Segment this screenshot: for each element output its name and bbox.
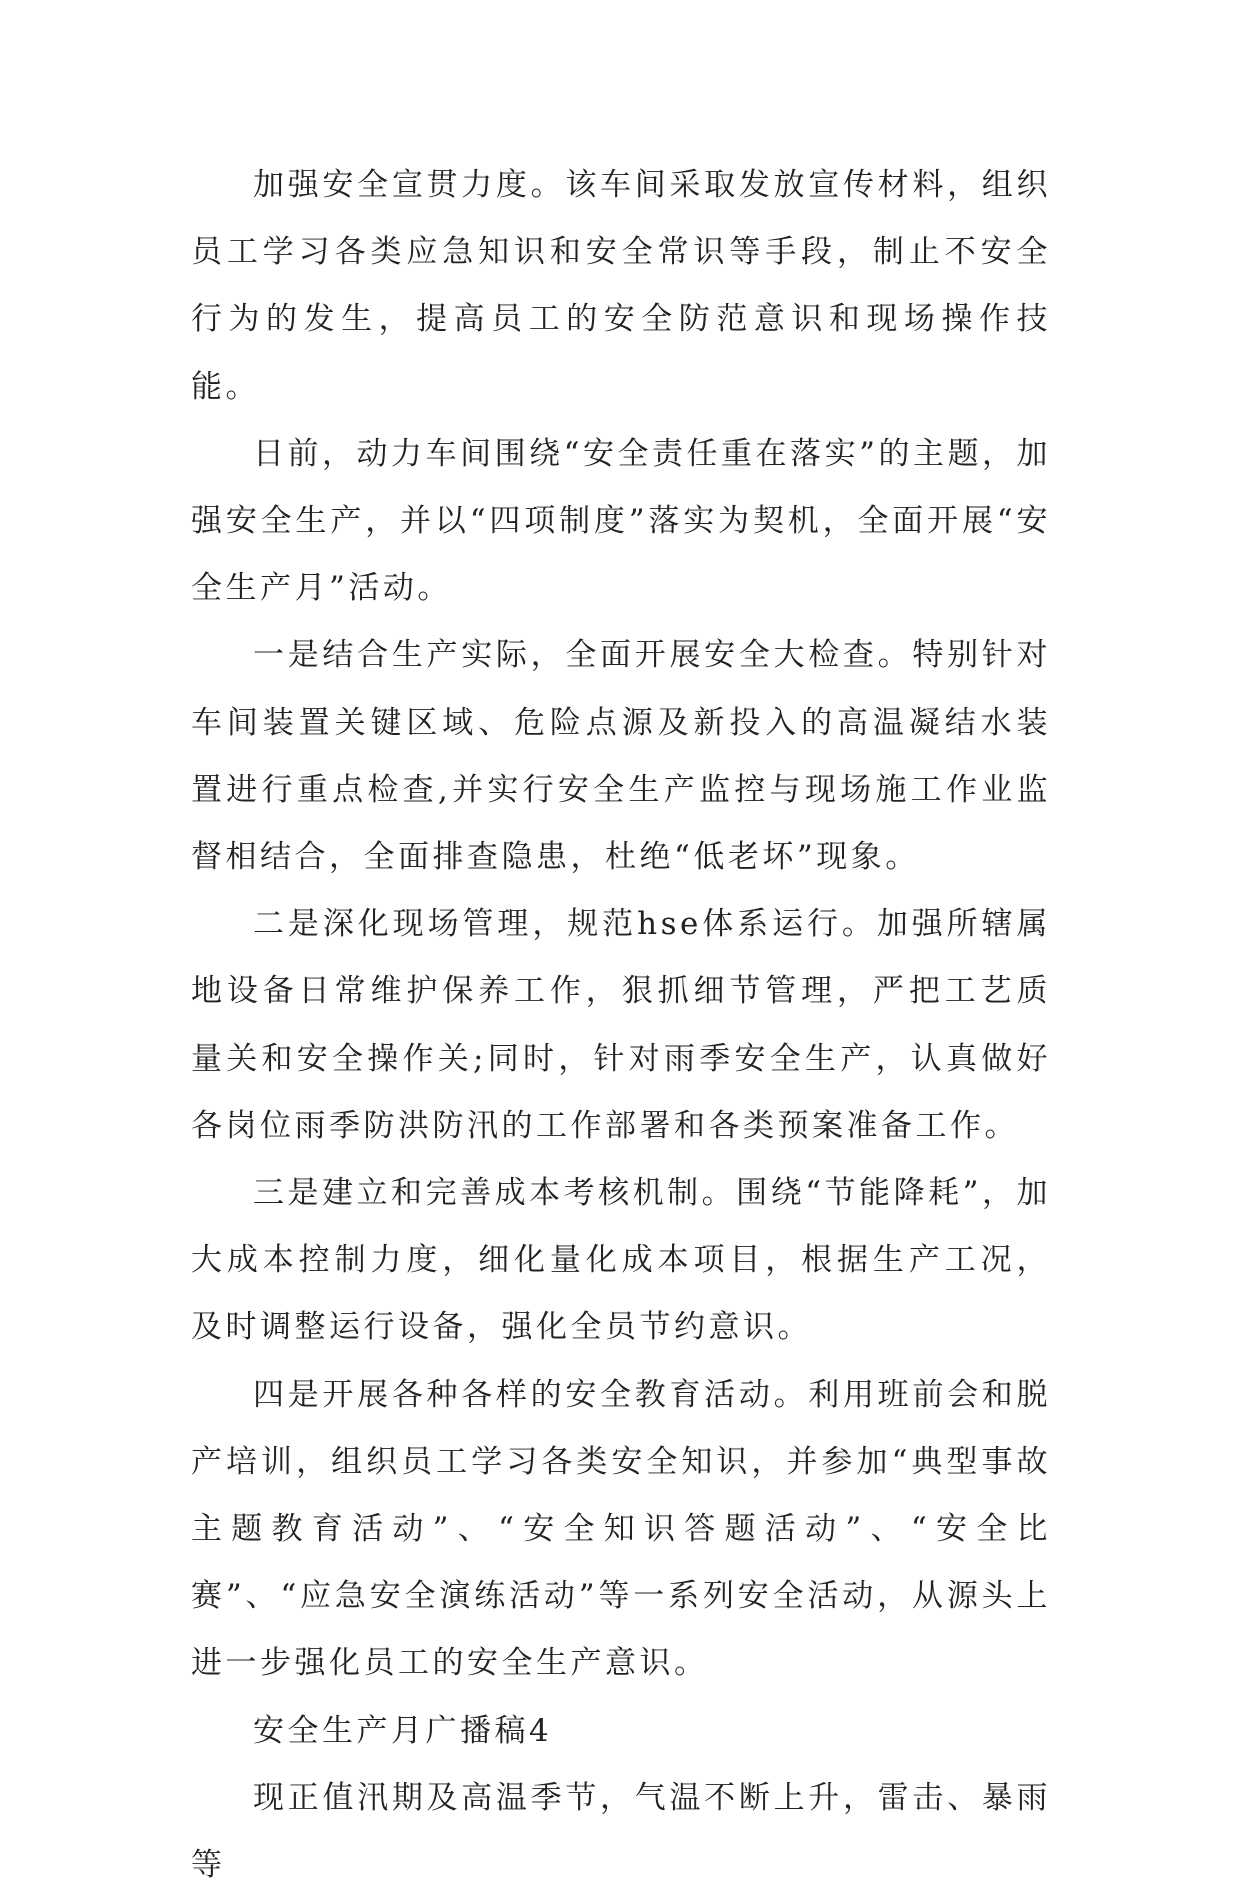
paragraph-3: 一是结合生产实际，全面开展安全大检查。特别针对车间装置关键区域、危险点源及新投入的高温凝结水装置进行重点检查,并实行安全生产监控与现场施工作业监督相结合，全面排查隐患，杜绝“低老坏”现象。 [191,637,1051,876]
document-body [191,152,1051,1899]
paragraph-4: 二是深化现场管理，规范hse体系运行。加强所辖属地设备日常维护保养工作，狠抓细节管理，严把工艺质量关和安全操作关;同时，针对雨季安全生产，认真做好各岗位雨季防洪防汛的工作部署和各类预案准备工作。 [191,906,1051,1144]
paragraph-7: 现正值汛期及高温季节，气温不断上升，雷击、暴雨等 [191,1779,1051,1884]
paragraph-6: 四是开展各种各样的安全教育活动。利用班前会和脱产培训，组织员工学习各类安全知识，并参加“典型事故主题教育活动”、“安全知识答题活动”、“安全比赛”、“应急安全演练活动”等一系列安全活动，从源头上进一步强化员工的安全生产意识。 [191,1376,1051,1682]
section-heading: 安全生产月广播稿4 [253,1712,553,1749]
paragraph-2: 日前，动力车间围绕“安全责任重在落实”的主题，加强安全生产，并以“四项制度”落实为契机，全面开展“安全生产月”活动。 [191,435,1051,607]
paragraph-1: 加强安全宣贯力度。该车间采取发放宣传材料，组织员工学习各类应急知识和安全常识等手段，制止不安全行为的发生，提高员工的安全防范意识和现场操作技能。 [191,167,1051,405]
paragraph-5: 三是建立和完善成本考核机制。围绕“节能降耗”，加大成本控制力度，细化量化成本项目，根据生产工况，及时调整运行设备，强化全员节约意识。 [191,1175,1051,1346]
